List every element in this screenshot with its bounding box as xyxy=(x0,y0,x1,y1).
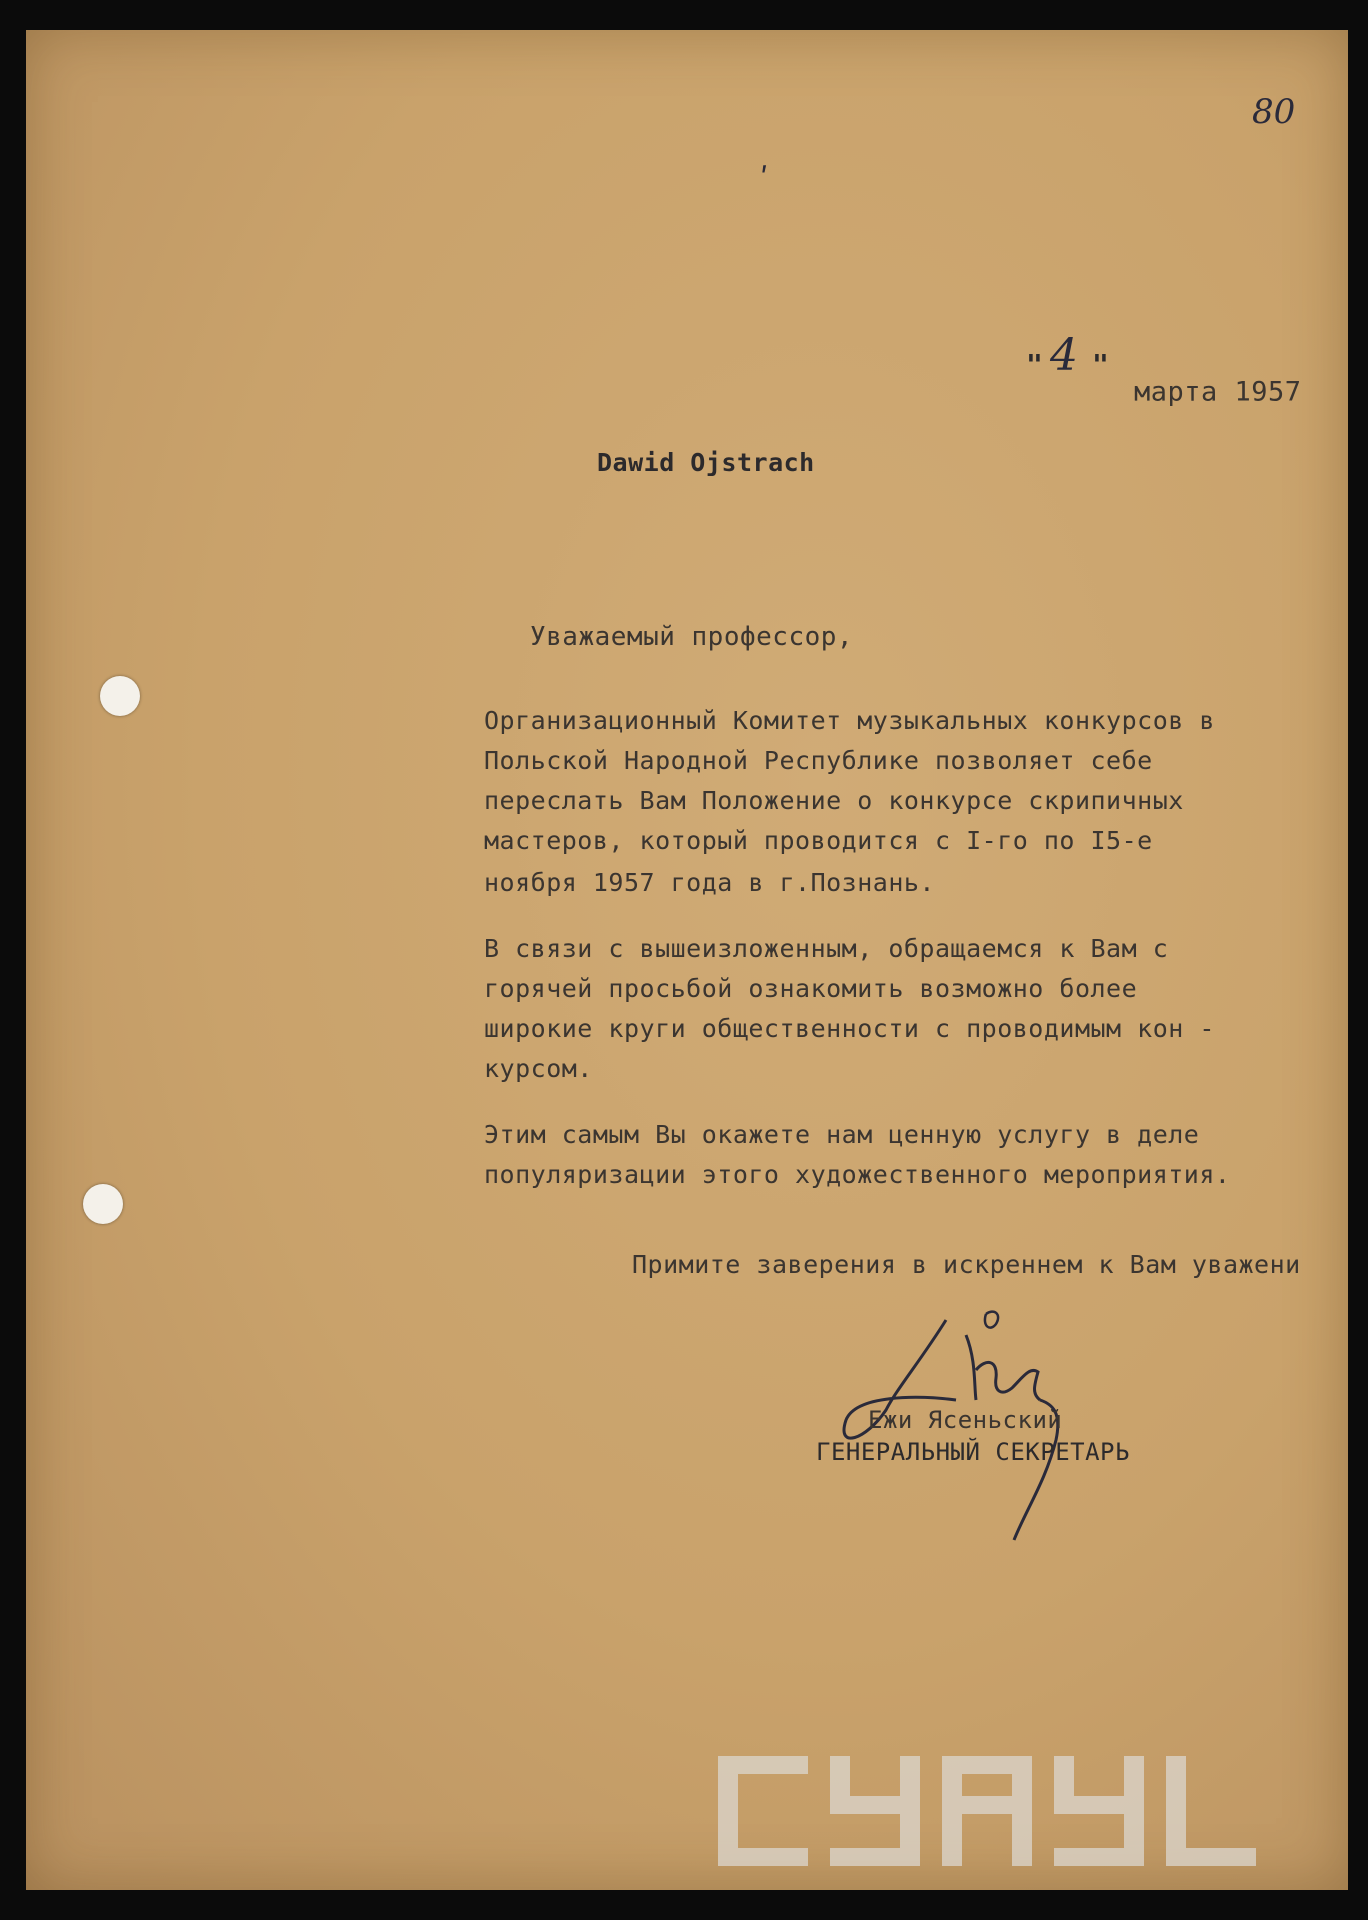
paragraph-line: переслать Вам Положение о конкурсе скрипичных xyxy=(484,786,1184,815)
date-day: 4 xyxy=(1050,330,1078,381)
paragraph-line: широкие круги общественности с проводимым кон - xyxy=(484,1014,1215,1043)
date-quote-close: " xyxy=(1092,348,1110,381)
paragraph-line: популяризации этого художественного мероприятия. xyxy=(484,1160,1231,1189)
page-number: 80 xyxy=(1252,92,1296,132)
salutation: Уважаемый профессор, xyxy=(530,622,854,652)
cyryl-watermark-logo xyxy=(718,1756,1318,1866)
letter-page xyxy=(26,30,1348,1890)
paragraph-line: Организационный Комитет музыкальных конкурсов в xyxy=(484,706,1215,735)
paragraph-line: горячей просьбой ознакомить возможно более xyxy=(484,974,1138,1003)
recipient: Dawid Ojstrach xyxy=(597,448,815,477)
paragraph-line: В связи с вышеизложенным, обращаемся к Вам с xyxy=(484,934,1169,963)
date-quote-open: " xyxy=(1026,348,1044,381)
punch-hole-top xyxy=(100,676,140,716)
paragraph-line: ноября 1957 года в г.Познань. xyxy=(484,868,935,897)
paragraph-line: мастеров, который проводится с I-го по I5-е xyxy=(484,826,1153,855)
paragraph-line: Польской Народной Республике позволяет себе xyxy=(484,746,1153,775)
date-month-year: марта 1957 xyxy=(1134,376,1302,408)
paragraph-line: Этим самым Вы окажете нам ценную услугу в деле xyxy=(484,1120,1200,1149)
signatory-name: Ежи Ясеньский xyxy=(868,1406,1063,1434)
closing: Примите заверения в искреннем к Вам уважени xyxy=(632,1250,1301,1279)
paragraph-line: курсом. xyxy=(484,1054,593,1083)
signatory-title: ГЕНЕРАЛЬНЫЙ СЕКРЕТАРЬ xyxy=(816,1438,1130,1466)
punch-hole-bottom xyxy=(83,1184,123,1224)
top-mark: ʹ xyxy=(760,162,769,197)
